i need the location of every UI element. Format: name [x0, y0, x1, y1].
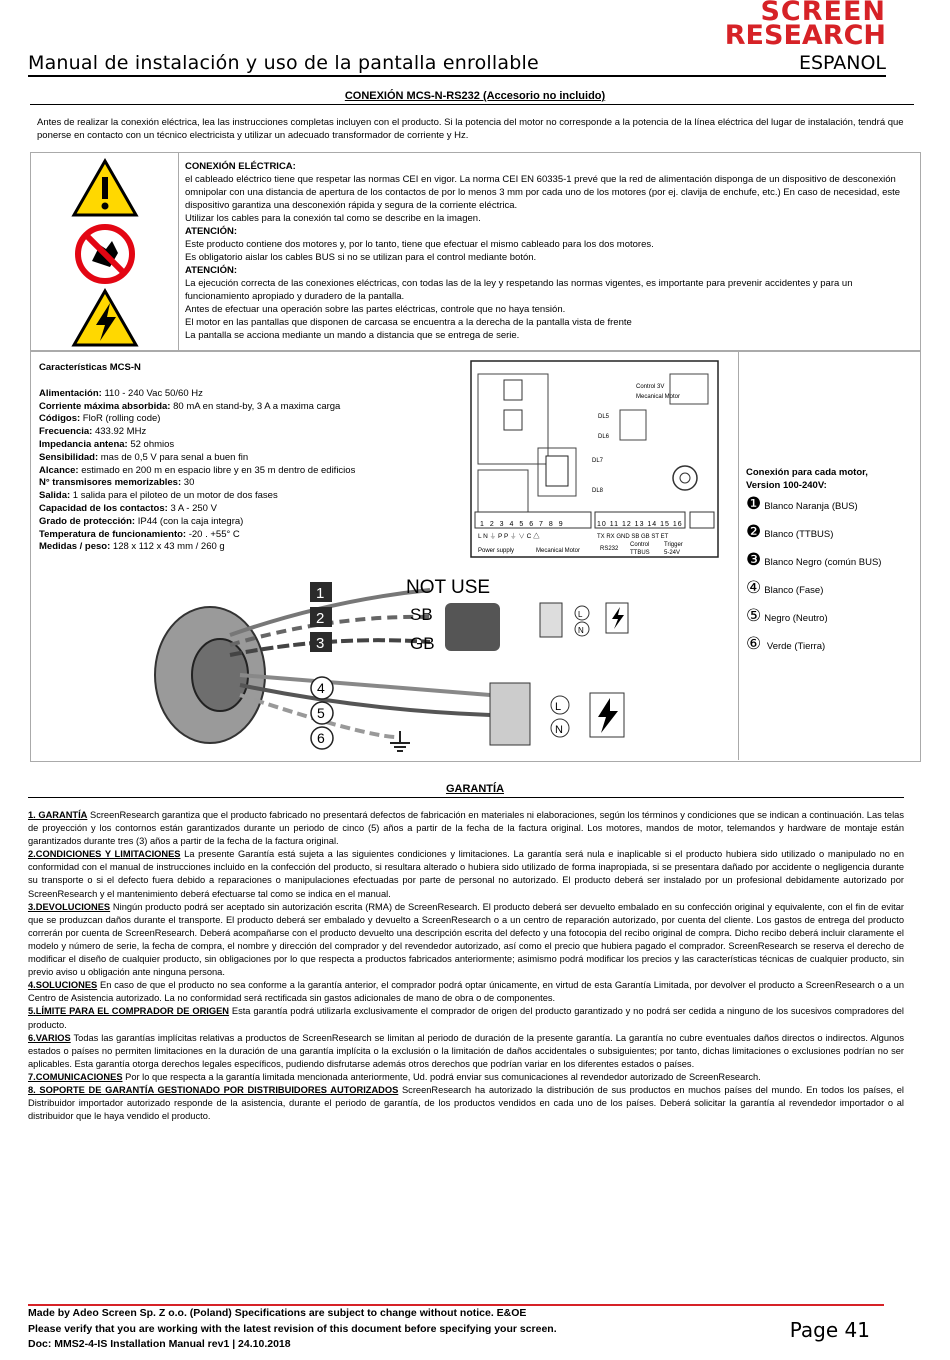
warranty-clause: 7.COMUNICACIONES Por lo que respecta a la garantía limitada mencionada anteriormente, Ud. podrá enviar sus comunicaciones al revendedor autorizado de ScreenResearch.	[28, 1071, 761, 1082]
board-label-trigger: Trigger	[664, 542, 683, 548]
wire-5: 5	[317, 705, 325, 721]
wire-3: 3	[316, 635, 325, 652]
wire-6: 6	[317, 730, 325, 746]
connection-item: ④ Blanco (Fase)	[746, 578, 824, 597]
control-board-diagram	[470, 360, 720, 560]
section-title: CONEXIÓN MCS-N-RS232 (Accesorio no incluido)	[344, 90, 606, 102]
label-not-use: NOT USE	[406, 577, 491, 598]
high-voltage-icon	[74, 291, 136, 345]
board-pins-1-9: 1 2 3 4 5 6 7 8 9	[480, 521, 565, 528]
page-number: Page 41	[789, 1318, 870, 1342]
label-gb: GB	[410, 634, 435, 653]
connection-mark: ⑤	[746, 606, 762, 625]
attention-2: ATENCIÓN:	[185, 265, 238, 276]
footer-line3: Doc: MMS2-4-IS Installation Manual rev1 | 24.10.2018	[28, 1338, 291, 1350]
connection-heading: Conexión para cada motor, Version 100-240V:	[746, 467, 868, 491]
box-divider	[178, 152, 179, 350]
warranty-clause: 4.SOLUCIONES En caso de que el producto no sea conforme a la garantía anterior, el comprador podrá optar únicamente, en virtud de esta Garantía Limitada, por devolver el producto a ScreenResearch o a un Centro de Asistencia autorizado. La no conformidad será rectificada sin gastos adicionales de mano de obra o de componentes.	[28, 980, 904, 1004]
warranty-clause: 3.DEVOLUCIONES Ningún producto podrá ser aceptado sin autorización escrita (RMA) de ScreenResearch. El producto deberá ser devuelto embalado en su confección original y equivalente, con el fin de evitar que se produzcan daños durante el transporte. El producto deberá ser embalado y devuelto a ScreenResearch o a un centro de reparación autorizado, por cuenta del cliente. Los gastos de entrega del producto correrán por cuenta de ScreenResearch. Deberá acompañarse con el producto devuelto una descripción escrita del defecto y una fotocopia del recibo original de compra. Dicho recibo deberá incluir claramente el modelo y número de serie, la fecha de compra, el nombre y dirección del comprador y del revendedor autorizado, así como el precio que hubiera pagado el comprador. ScreenResearch se reserva el derecho de modificar el diseño de cualquier producto, sin obligaciones por lo que respecta a productos fabricados anteriormente; asimismo podrá modificar los precios y las características técnicas de cualquier producto, sin previo aviso u obligación ante ninguna persona.	[28, 901, 904, 978]
feature-item: Sensibilidad: mas de 0,5 V para senal a buen fin	[39, 451, 249, 463]
features-list	[39, 362, 355, 554]
label-l: L	[555, 701, 562, 713]
board-pins-10-16: 10 11 12 13 14 15 16	[597, 521, 683, 528]
wire-1: 1	[316, 585, 325, 602]
warranty-clause: 1. GARANTÍA ScreenResearch garantiza que el producto fabricado no presentará defectos de fabricación en materiales ni elaboraciones, según los términos y condiciones que se indican a continuación. Las telas de proyección y los contornos están garantizados durante un periodo de cinco (5) años a partir de la fecha de la factura original. Los motores, mandos de motor, telemandos y hardware de montaje están garantizados durante tres (3) años a partir de la fecha de la factura original.	[28, 810, 904, 847]
logo-line2: RESEARCH	[724, 20, 886, 51]
electrical-p2: Utilizar los cables para la conexión tal como se describe en la imagen.	[185, 213, 481, 224]
connection-item: ⑤ Negro (Neutro)	[746, 606, 828, 625]
board-label-dl5: DL5	[598, 414, 610, 420]
brand-logo	[664, 0, 886, 51]
junction-box	[445, 603, 500, 651]
logo-line1: SCREEN	[760, 0, 886, 27]
label-n: N	[555, 724, 563, 736]
wire-4: 4	[317, 680, 325, 696]
electrical-text	[185, 160, 910, 342]
footer-text	[28, 1306, 557, 1353]
footer-line1: Made by Adeo Screen Sp. Z o.o. (Poland) Specifications are subject to change without notice. E&OE	[28, 1307, 527, 1319]
feature-item: Medidas / peso: 128 x 112 x 43 mm / 260 g	[39, 541, 225, 553]
connection-item: ❷ Blanco (TTBUS)	[746, 522, 834, 541]
electrical-p3: Este producto contiene dos motores y, por lo tanto, tiene que efectuar el mismo cableado para los dos motores.	[185, 239, 654, 250]
label-l-small: L	[578, 610, 583, 619]
connection-item: ❶ Blanco Naranja (BUS)	[746, 494, 858, 513]
warranty-clause: 5.LÍMITE PARA EL COMPRADOR DE ORIGEN Esta garantía podrá utilizarla exclusivamente el comprador de origen del producto garantizado y no podrá ser cedida a ninguno de los sucesivos compradores del producto.	[28, 1006, 904, 1030]
board-pin-symbols: L N ⏚ P P ⏚ ∨ C △	[478, 533, 540, 540]
warranty-clause: 2.CONDICIONES Y LIMITACIONES La presente Garantía está sujeta a las siguientes condiciones y limitaciones. La garantía será nula e inaplicable si el producto hubiera sido utilizado o manipulado no en conformidad con el manual de instrucciones incluido en la confección del producto, si resultara alterado o hubiera sido utilizado de forma inapropiada, si se presentara dañado por accidente o negligencia durante su transporte o si el defecto fuera debido a reparaciones o manipulaciones efectuadas por parte de personal no autorizado. El producto deberá ser instalado por un profesional debidamente autorizado por ScreenResearch y el mantenimiento deberá efectuarse tal como se indica en el manual.	[28, 849, 904, 899]
feature-item: Salida: 1 salida para el piloteo de un motor de dos fases	[39, 490, 278, 502]
document-title: Manual de instalación y uso de la pantalla enrollable	[28, 52, 539, 74]
connection-mark: ❷	[746, 522, 762, 541]
warranty-clause: 8. SOPORTE DE GARANTÍA GESTIONADO POR DISTRIBUIDORES AUTORIZADOS ScreenResearch ha autorizado la distribución de sus productos en muchos países del mundo. En todos los países, el Distribuidor importador autorizado responde de la asistencia, durante el periodo de garantía, de los productos vendidos en cada uno de los países. Deberá solicitar la garantía al revendedor importador o al distribuidor que le haya vendido el producto.	[28, 1084, 904, 1122]
ground-icon	[390, 731, 410, 751]
connection-divider	[738, 350, 739, 760]
board-label-dl7: DL7	[592, 458, 604, 464]
connection-item: ❸ Blanco Negro (común BUS)	[746, 550, 882, 569]
electrical-p6: Antes de efectuar una operación sobre las partes eléctricas, controle que no haya tensión.	[185, 304, 566, 315]
header-rule	[28, 75, 886, 77]
feature-item: Corriente máxima absorbida: 80 mA en stand-by, 3 A a maxima carga	[39, 400, 341, 412]
warranty-text	[28, 809, 904, 1123]
connection-mark: ④	[746, 578, 762, 597]
electrical-p4: Es obligatorio aislar los cables BUS si no se utilizan para el control mediante botón.	[185, 252, 537, 263]
footer-line2: Please verify that you are working with the latest revision of this document before specifying your screen.	[28, 1322, 557, 1335]
board-label-ttbus: TTBUS	[630, 550, 650, 556]
feature-item: N° transmisores memorizables: 30	[39, 477, 195, 489]
feature-item: Impedancia antena: 52 ohmios	[39, 438, 175, 450]
warning-triangle-icon	[74, 161, 136, 215]
electrical-p7: El motor en las pantallas que disponen de carcasa se encuentra a la derecha de la pantalla vista de frente	[185, 317, 632, 328]
electrical-p1: el cableado eléctrico tiene que respetar las normas CEI en vigor. La norma CEI EN 60335-1 prevé que la red de alimentación disponga de un dispositivo de desconexión omnipolar con una distancia de apertura de los contactos de por lo menos 3 mm por cada uno de los motores (por ej. clavija de enchufe, etc.) En caso de necesidad, este dispositivo garantiza una desconexión rápida y segura de la corriente eléctrica.	[185, 174, 901, 211]
board-label-trigger-v: 5-24V	[664, 550, 681, 556]
board-label-dl6: DL6	[598, 434, 610, 440]
feature-item: Alcance: estimado en 200 m en espacio libre y en 35 m dentro de edificios	[39, 464, 356, 476]
feature-item: Grado de protección: IP44 (con la caja integra)	[39, 515, 244, 527]
no-touch-icon	[78, 227, 132, 281]
feature-item: Alimentación: 110 - 240 Vac 50/60 Hz	[39, 387, 203, 399]
board-label-power: Power supply	[478, 548, 515, 554]
wire-2: 2	[316, 610, 325, 627]
board-label-dl8: DL8	[592, 488, 604, 494]
feature-item: Códigos: FloR (rolling code)	[39, 413, 161, 425]
connection-mark: ❸	[746, 550, 762, 569]
board-label-mecanical-top: Mecanical Motor	[636, 394, 681, 400]
electrical-p8: La pantalla se acciona mediante un mando a distancia que se entrega de serie.	[185, 330, 520, 341]
electrical-heading: CONEXIÓN ELÉCTRICA:	[185, 161, 296, 172]
language-label: ESPANOL	[798, 52, 886, 74]
intro-text: Antes de realizar la conexión eléctrica, lea las instrucciones completas incluyen con el producto. Si la potencia del motor no corresponde a la potencia de la línea eléctrica del lugar de instalación, tendrá que ponerse en contacto con un técnico electricista y utilizar un adecuado transformador de corriente y Hz.	[37, 117, 904, 141]
board-label-control: Control	[630, 542, 650, 548]
warranty-clause: 6.VARIOS Todas las garantías implícitas relativas a productos de ScreenResearch se limitan al periodo de duración de la presente garantía. La garantía no cubre eventuales daños directos o indirectos. Algunos estados o países no permiten limitaciones en la duración de una garantía implícita o la exclusión o la limitación de daños accidentales o subsiguientes; por tanto, dichas limitaciones o exclusiones podrían no ser aplicables. Esta garantía otorga derechos legales específicos, pudiendo disfrutarse además otros derechos que podrían variar en los diferentes estados o países.	[28, 1032, 904, 1069]
wiring-diagram	[130, 565, 650, 755]
section-rule	[30, 104, 914, 105]
feature-item: Temperatura de funcionamiento: -20 . +55° C	[39, 528, 240, 540]
feature-item: Capacidad de los contactos: 3 A - 250 V	[39, 502, 217, 514]
board-pin-names: TX RX GND SB GB ST ET	[597, 534, 669, 540]
board-label-mech: Mecanical Motor	[536, 548, 581, 554]
warranty-heading: GARANTÍA	[445, 783, 505, 795]
connection-mark: ⑥	[746, 634, 762, 653]
label-sb: SB	[410, 605, 433, 624]
attention-1: ATENCIÓN:	[185, 226, 238, 237]
warning-icons	[70, 157, 140, 347]
board-label-rs232: RS232	[600, 546, 619, 552]
label-n-small: N	[578, 626, 584, 635]
connection-mark: ❶	[746, 494, 762, 513]
breaker-small	[540, 603, 562, 637]
connection-list	[746, 466, 881, 664]
breaker-large	[490, 683, 530, 745]
board-label-control3v: Control 3V	[636, 384, 665, 390]
feature-item: Frecuencia: 433.92 MHz	[39, 426, 147, 438]
warranty-rule	[28, 797, 904, 798]
features-heading: Características MCS-N	[39, 362, 141, 373]
connection-item: ⑥ Verde (Tierra)	[746, 634, 826, 653]
electrical-p5: La ejecución correcta de las conexiones eléctricas, con todas las de la ley y respetando las normas vigentes, es importante para prevenir accidentes y para un funcionamiento apropiado y duradero de la pantalla.	[185, 278, 853, 302]
